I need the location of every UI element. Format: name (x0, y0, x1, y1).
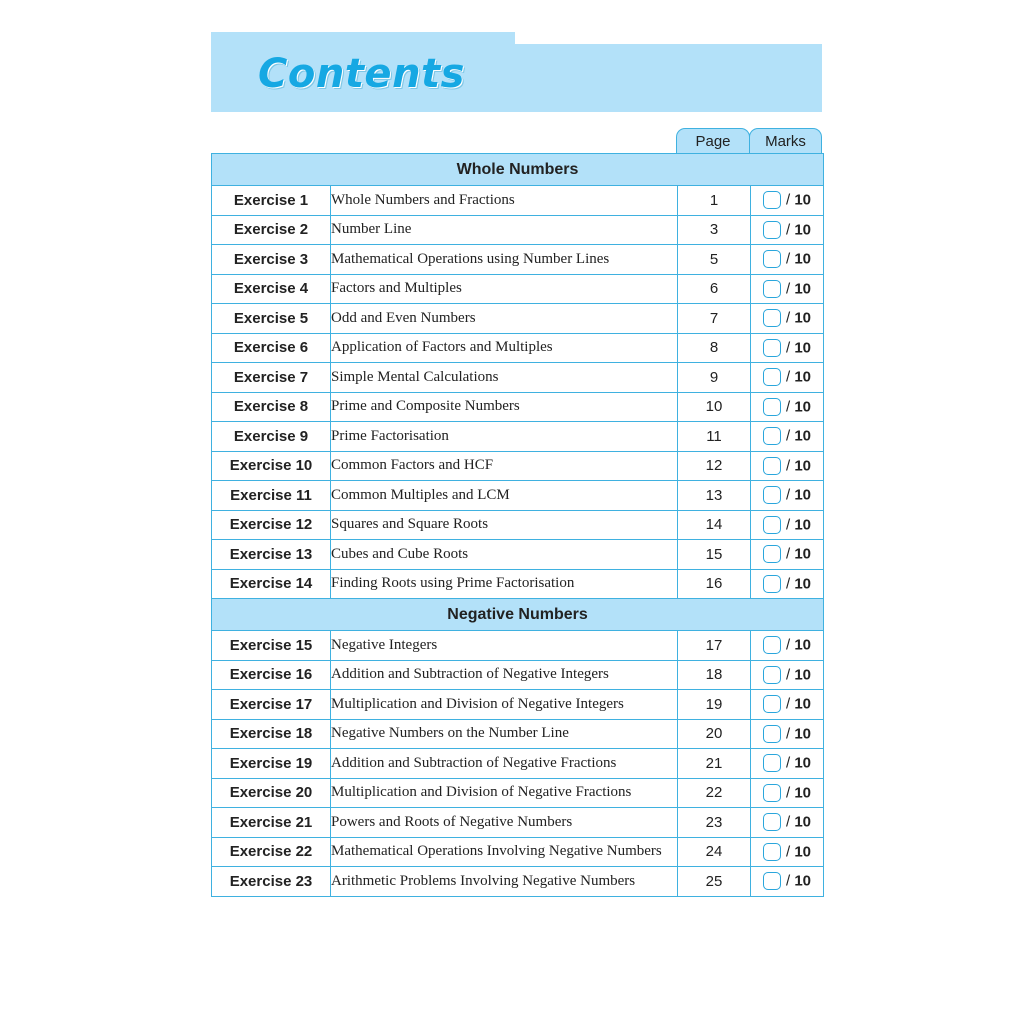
marks-total: 10 (794, 427, 812, 445)
marks-entry-box[interactable] (763, 545, 781, 563)
marks-total: 10 (794, 250, 812, 268)
exercise-label: Exercise 6 (212, 333, 331, 363)
page-number: 17 (678, 631, 751, 661)
page-number: 24 (678, 837, 751, 867)
marks-total: 10 (794, 280, 812, 298)
marks-slash: / (786, 368, 791, 386)
marks-total: 10 (794, 575, 812, 593)
exercise-topic: Powers and Roots of Negative Numbers (331, 808, 678, 838)
exercise-label: Exercise 23 (212, 867, 331, 897)
marks-cell (751, 333, 824, 363)
exercise-label: Exercise 3 (212, 245, 331, 275)
page-number: 12 (678, 451, 751, 481)
section-header-row (212, 154, 824, 186)
page-number: 14 (678, 510, 751, 540)
marks-total: 10 (794, 191, 812, 209)
marks-cell (751, 481, 824, 511)
marks-total: 10 (794, 368, 812, 386)
marks-total: 10 (794, 309, 812, 327)
page-number: 23 (678, 808, 751, 838)
table-row (212, 186, 824, 216)
page-number: 13 (678, 481, 751, 511)
table-row (212, 481, 824, 511)
exercise-label: Exercise 8 (212, 392, 331, 422)
marks-cell (751, 808, 824, 838)
exercise-label: Exercise 11 (212, 481, 331, 511)
marks-entry-box[interactable] (763, 872, 781, 890)
marks-cell (751, 422, 824, 452)
marks-slash: / (786, 486, 791, 504)
marks-entry-box[interactable] (763, 221, 781, 239)
exercise-topic: Negative Numbers on the Number Line (331, 719, 678, 749)
marks-cell (751, 569, 824, 599)
marks-slash: / (786, 872, 791, 890)
exercise-topic: Addition and Subtraction of Negative Fractions (331, 749, 678, 779)
exercise-topic: Multiplication and Division of Negative Integers (331, 690, 678, 720)
marks-total: 10 (794, 636, 812, 654)
exercise-topic: Addition and Subtraction of Negative Integers (331, 660, 678, 690)
table-row (212, 808, 824, 838)
marks-total: 10 (794, 545, 812, 563)
marks-cell (751, 215, 824, 245)
marks-cell (751, 186, 824, 216)
marks-slash: / (786, 754, 791, 772)
marks-cell (751, 690, 824, 720)
exercise-label: Exercise 21 (212, 808, 331, 838)
exercise-label: Exercise 2 (212, 215, 331, 245)
marks-entry-box[interactable] (763, 368, 781, 386)
table-row (212, 690, 824, 720)
exercise-label: Exercise 16 (212, 660, 331, 690)
marks-cell (751, 274, 824, 304)
table-row (212, 274, 824, 304)
marks-total: 10 (794, 486, 812, 504)
exercise-label: Exercise 17 (212, 690, 331, 720)
marks-total: 10 (794, 516, 812, 534)
marks-cell (751, 451, 824, 481)
marks-entry-box[interactable] (763, 427, 781, 445)
page-column-header: Page (676, 128, 750, 154)
marks-entry-box[interactable] (763, 280, 781, 298)
page-title: Contents (258, 51, 465, 97)
exercise-label: Exercise 4 (212, 274, 331, 304)
marks-cell (751, 363, 824, 393)
marks-cell (751, 778, 824, 808)
contents-table (211, 153, 824, 897)
marks-cell (751, 867, 824, 897)
table-row (212, 778, 824, 808)
exercise-topic: Cubes and Cube Roots (331, 540, 678, 570)
marks-total: 10 (794, 872, 812, 890)
marks-slash: / (786, 516, 791, 534)
exercise-label: Exercise 1 (212, 186, 331, 216)
exercise-label: Exercise 13 (212, 540, 331, 570)
exercise-label: Exercise 9 (212, 422, 331, 452)
marks-total: 10 (794, 843, 812, 861)
marks-total: 10 (794, 221, 812, 239)
marks-entry-box[interactable] (763, 695, 781, 713)
marks-total: 10 (794, 784, 812, 802)
marks-column-header: Marks (749, 128, 822, 154)
exercise-topic: Number Line (331, 215, 678, 245)
marks-entry-box[interactable] (763, 398, 781, 416)
marks-entry-box[interactable] (763, 725, 781, 743)
marks-entry-box[interactable] (763, 784, 781, 802)
page-number: 25 (678, 867, 751, 897)
table-row (212, 422, 824, 452)
page-number: 10 (678, 392, 751, 422)
marks-slash: / (786, 636, 791, 654)
marks-cell (751, 660, 824, 690)
marks-total: 10 (794, 725, 812, 743)
marks-entry-box[interactable] (763, 813, 781, 831)
exercise-topic: Factors and Multiples (331, 274, 678, 304)
table-row (212, 569, 824, 599)
marks-slash: / (786, 843, 791, 861)
marks-slash: / (786, 309, 791, 327)
table-row (212, 215, 824, 245)
marks-entry-box[interactable] (763, 843, 781, 861)
exercise-topic: Application of Factors and Multiples (331, 333, 678, 363)
marks-entry-box[interactable] (763, 457, 781, 475)
marks-entry-box[interactable] (763, 516, 781, 534)
marks-entry-box[interactable] (763, 666, 781, 684)
marks-cell (751, 540, 824, 570)
exercise-topic: Negative Integers (331, 631, 678, 661)
marks-slash: / (786, 695, 791, 713)
marks-cell (751, 510, 824, 540)
marks-cell (751, 304, 824, 334)
page-number: 21 (678, 749, 751, 779)
table-row (212, 363, 824, 393)
marks-cell (751, 837, 824, 867)
page-number: 3 (678, 215, 751, 245)
marks-slash: / (786, 398, 791, 416)
table-row (212, 867, 824, 897)
exercise-label: Exercise 10 (212, 451, 331, 481)
exercise-label: Exercise 14 (212, 569, 331, 599)
marks-cell (751, 631, 824, 661)
page-number: 6 (678, 274, 751, 304)
exercise-label: Exercise 20 (212, 778, 331, 808)
exercise-topic: Mathematical Operations using Number Lines (331, 245, 678, 275)
table-row (212, 749, 824, 779)
marks-slash: / (786, 575, 791, 593)
exercise-label: Exercise 5 (212, 304, 331, 334)
exercise-label: Exercise 7 (212, 363, 331, 393)
exercise-topic: Mathematical Operations Involving Negative Numbers (331, 837, 678, 867)
marks-entry-box[interactable] (763, 575, 781, 593)
table-row (212, 660, 824, 690)
table-row (212, 510, 824, 540)
page-number: 9 (678, 363, 751, 393)
page-number: 5 (678, 245, 751, 275)
exercise-topic: Prime and Composite Numbers (331, 392, 678, 422)
marks-total: 10 (794, 398, 812, 416)
page-number: 15 (678, 540, 751, 570)
marks-slash: / (786, 280, 791, 298)
page-number: 16 (678, 569, 751, 599)
exercise-label: Exercise 18 (212, 719, 331, 749)
marks-slash: / (786, 339, 791, 357)
marks-total: 10 (794, 457, 812, 475)
exercise-topic: Squares and Square Roots (331, 510, 678, 540)
exercise-topic: Simple Mental Calculations (331, 363, 678, 393)
marks-cell (751, 392, 824, 422)
exercise-topic: Arithmetic Problems Involving Negative Numbers (331, 867, 678, 897)
marks-total: 10 (794, 339, 812, 357)
marks-entry-box[interactable] (763, 250, 781, 268)
table-row (212, 245, 824, 275)
marks-total: 10 (794, 666, 812, 684)
table-row (212, 631, 824, 661)
marks-slash: / (786, 457, 791, 475)
marks-slash: / (786, 427, 791, 445)
exercise-topic: Common Multiples and LCM (331, 481, 678, 511)
section-title: Negative Numbers (212, 599, 824, 631)
table-row (212, 304, 824, 334)
exercise-label: Exercise 22 (212, 837, 331, 867)
exercise-topic: Prime Factorisation (331, 422, 678, 452)
exercise-label: Exercise 15 (212, 631, 331, 661)
marks-entry-box[interactable] (763, 191, 781, 209)
marks-slash: / (786, 545, 791, 563)
table-row (212, 451, 824, 481)
page-number: 22 (678, 778, 751, 808)
table-row (212, 540, 824, 570)
marks-entry-box[interactable] (763, 636, 781, 654)
exercise-topic: Whole Numbers and Fractions (331, 186, 678, 216)
section-header-row (212, 599, 824, 631)
marks-entry-box[interactable] (763, 309, 781, 327)
marks-total: 10 (794, 695, 812, 713)
table-row (212, 392, 824, 422)
page-number: 7 (678, 304, 751, 334)
page-number: 11 (678, 422, 751, 452)
marks-slash: / (786, 725, 791, 743)
table-row (212, 719, 824, 749)
table-row (212, 333, 824, 363)
exercise-label: Exercise 19 (212, 749, 331, 779)
marks-entry-box[interactable] (763, 339, 781, 357)
marks-total: 10 (794, 813, 812, 831)
exercise-topic: Finding Roots using Prime Factorisation (331, 569, 678, 599)
page-number: 8 (678, 333, 751, 363)
marks-cell (751, 245, 824, 275)
marks-slash: / (786, 250, 791, 268)
table-row (212, 837, 824, 867)
marks-cell (751, 719, 824, 749)
page-number: 18 (678, 660, 751, 690)
section-title: Whole Numbers (212, 154, 824, 186)
marks-slash: / (786, 666, 791, 684)
marks-entry-box[interactable] (763, 486, 781, 504)
marks-entry-box[interactable] (763, 754, 781, 772)
marks-cell (751, 749, 824, 779)
marks-total: 10 (794, 754, 812, 772)
exercise-topic: Odd and Even Numbers (331, 304, 678, 334)
exercise-label: Exercise 12 (212, 510, 331, 540)
exercise-topic: Multiplication and Division of Negative Fractions (331, 778, 678, 808)
page-number: 20 (678, 719, 751, 749)
marks-slash: / (786, 191, 791, 209)
page-number: 1 (678, 186, 751, 216)
page-number: 19 (678, 690, 751, 720)
marks-slash: / (786, 813, 791, 831)
marks-slash: / (786, 784, 791, 802)
marks-slash: / (786, 221, 791, 239)
exercise-topic: Common Factors and HCF (331, 451, 678, 481)
